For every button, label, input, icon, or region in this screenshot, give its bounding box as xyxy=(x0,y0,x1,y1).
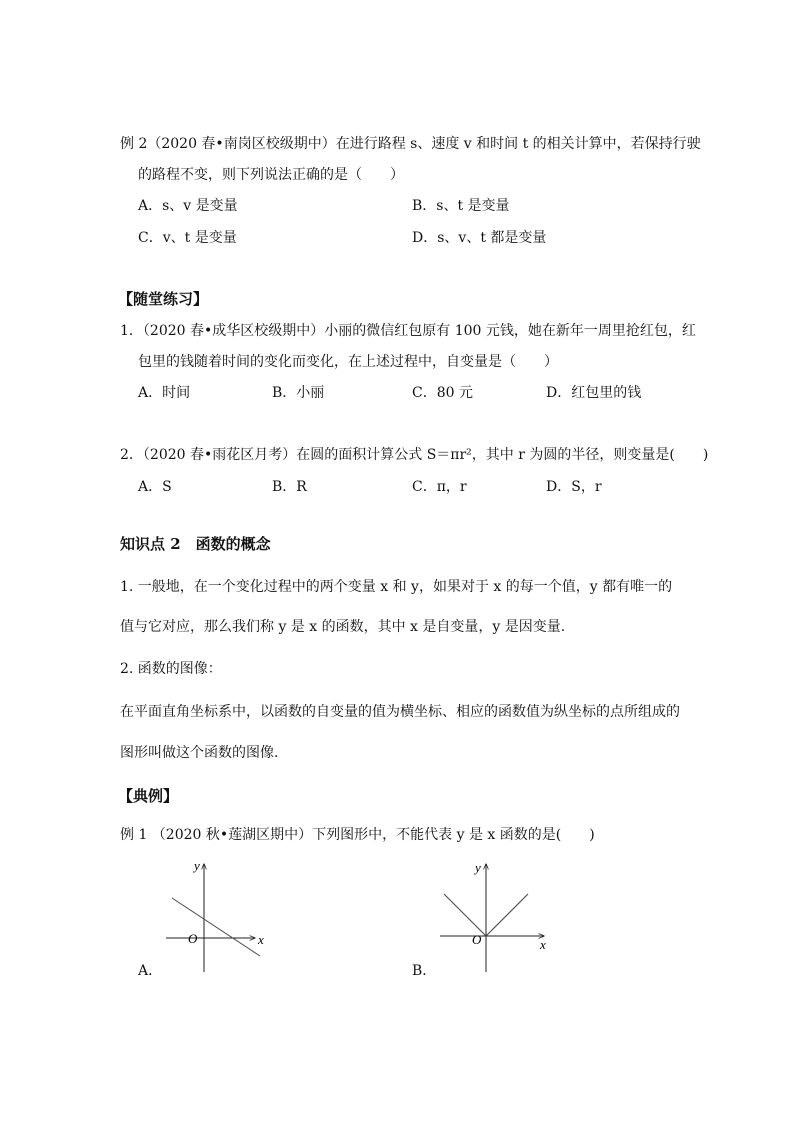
kp2-p1-line1: 1. 一般地，在一个变化过程中的两个变量 x 和 y，如果对于 x 的每一个值，y 都有唯一的 xyxy=(120,579,673,595)
example2-line2: 的路程不变，则下列说法正确的是（ ） xyxy=(138,167,404,183)
example2-option-a: A．s、v 是变量 xyxy=(138,198,238,214)
kp2-p2: 2. 函数的图像： xyxy=(120,661,222,677)
kp2-p1-line2: 值与它对应，那么我们称 y 是 x 的函数，其中 x 是自变量，y 是因变量. xyxy=(120,619,566,635)
graph-b-left-ray xyxy=(444,894,486,936)
q2-option-d: D．S，r xyxy=(546,479,602,495)
q2-option-a: A．S xyxy=(138,479,172,495)
q2-option-c: C．π，r xyxy=(412,479,467,495)
example2-line1: 例 2（2020 春•南岗区校级期中）在进行路程 s、速度 v 和时间 t 的相关计算中，若保持行驶 xyxy=(120,136,701,152)
graph-b-origin-label: O xyxy=(472,932,482,947)
q1-line1: 1．（2020 春•成华区校级期中）小丽的微信红包原有 100 元钱，她在新年一周里抢红包，红 xyxy=(120,323,696,339)
q2-option-b: B．R xyxy=(272,479,307,495)
graph-a-origin-label: O xyxy=(188,931,198,946)
q1-option-d: D．红包里的钱 xyxy=(546,385,642,401)
example1-line1: 例 1 （2020 秋•莲湖区期中）下列图形中，不能代表 y 是 x 函数的是( ) xyxy=(120,827,595,843)
typical-heading: 【典例】 xyxy=(118,787,179,805)
kp2-p3-line2: 图形叫做这个函数的图像. xyxy=(120,745,279,761)
graph-a-line xyxy=(172,898,260,956)
graph-b-label: B． xyxy=(412,963,437,979)
q1-option-c: C．80 元 xyxy=(412,385,473,401)
graph-a-label: A． xyxy=(138,963,163,979)
graph-b-x-label: x xyxy=(540,937,546,952)
kp2-heading: 知识点 2 函数的概念 xyxy=(120,535,271,553)
q1-option-b: B．小丽 xyxy=(272,385,325,401)
graph-a-x-label: x xyxy=(258,932,264,947)
graph-b-right-ray xyxy=(486,894,528,936)
kp2-p3-line1: 在平面直角坐标系中，以函数的自变量的值为横坐标、相应的函数值为纵坐标的点所组成的 xyxy=(120,704,680,720)
q2-line1: 2．（2020 春•雨花区月考）在圆的面积计算公式 S＝πr²，其中 r 为圆的半径，则变量是( ) xyxy=(120,447,709,463)
example2-option-c: C．v、t 是变量 xyxy=(138,230,237,246)
graph-a-y-label: y xyxy=(194,858,200,873)
example2-option-d: D．s、v、t 都是变量 xyxy=(412,230,547,246)
example2-option-b: B．s、t 是变量 xyxy=(412,198,510,214)
graph-b xyxy=(434,856,554,976)
graph-b-y-label: y xyxy=(475,860,481,875)
q1-line2: 包里的钱随着时间的变化而变化，在上述过程中，自变量是（ ） xyxy=(138,354,558,370)
q1-option-a: A．时间 xyxy=(138,385,191,401)
practice-heading: 【随堂练习】 xyxy=(118,290,209,308)
graph-a xyxy=(160,856,280,976)
